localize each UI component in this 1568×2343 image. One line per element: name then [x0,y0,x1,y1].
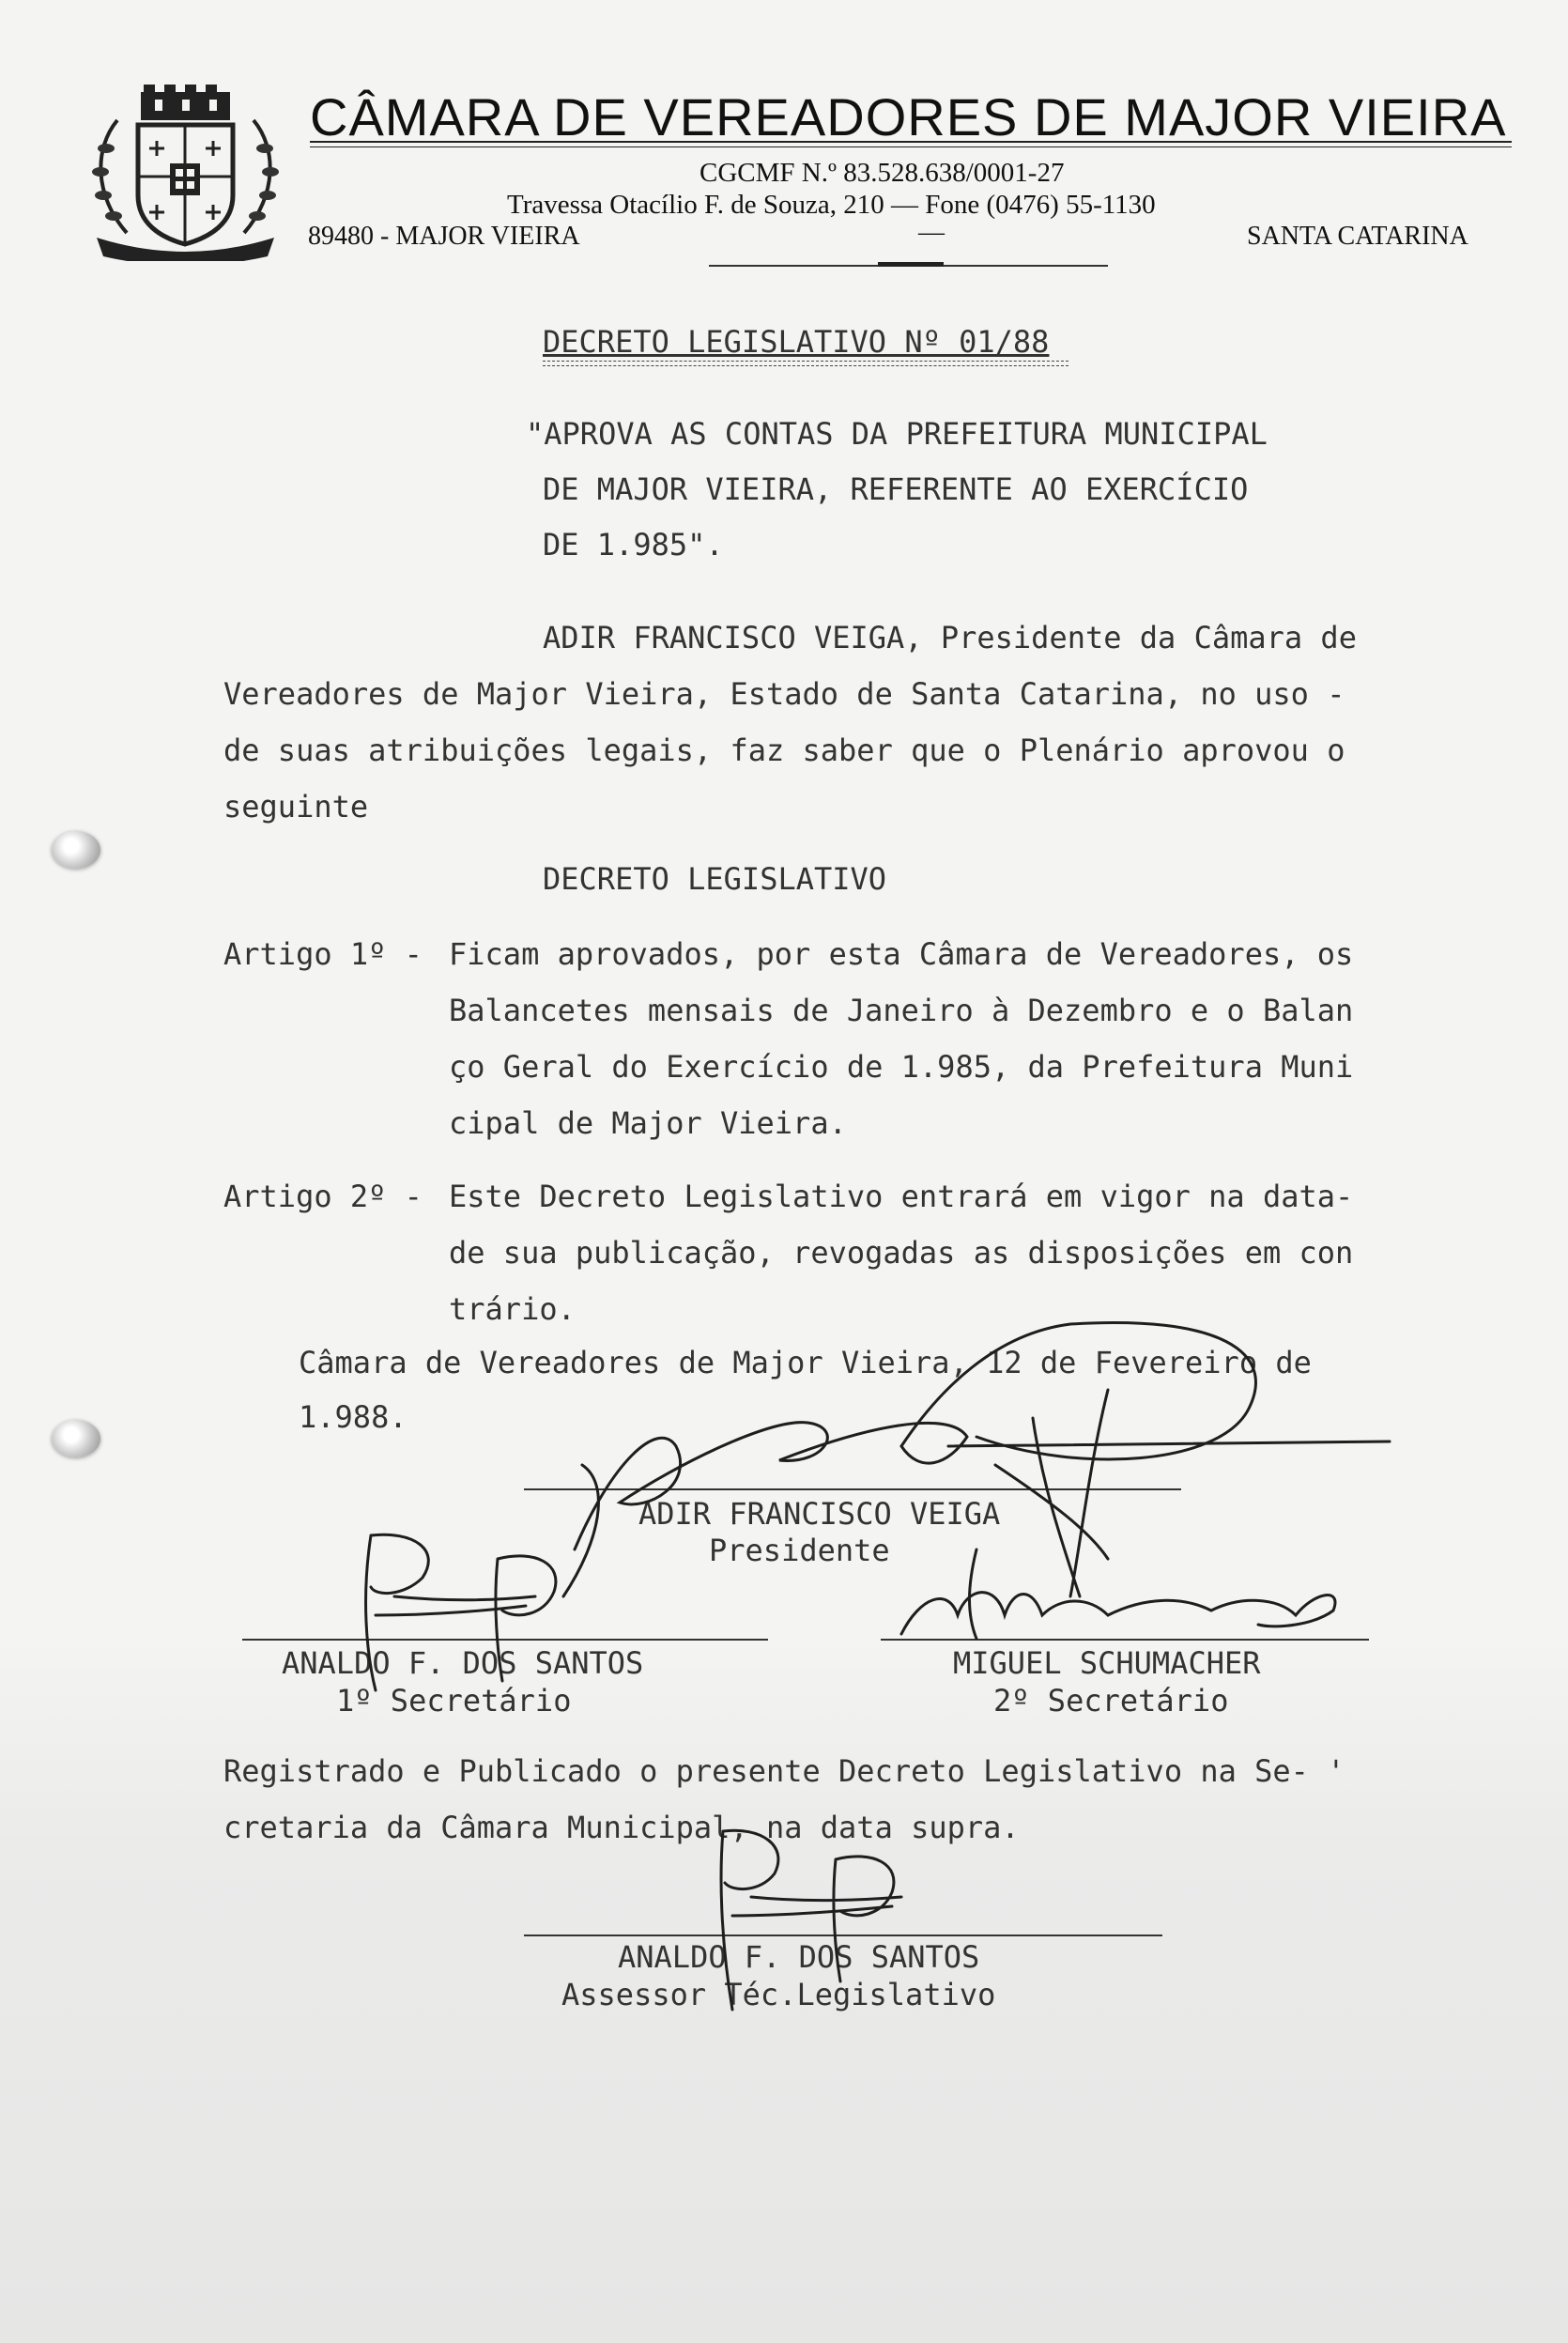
second-secretary-name: MIGUEL SCHUMACHER [953,1645,1261,1681]
date-line-year: 1.988. [299,1399,407,1435]
letterhead-separator: — [918,218,945,247]
letterhead-city: 89480 - MAJOR VIEIRA [308,222,580,251]
letterhead-state: SANTA CATARINA [1247,222,1468,251]
president-signature-stroke [563,1465,598,1596]
letterhead-cgc: CGCMF N.º 83.528.638/0001-27 [699,158,1065,188]
article-2-line: trário. [449,1291,576,1327]
preamble-line: ADIR FRANCISCO VEIGA, Presidente da Câmara de [543,620,1357,655]
summary-line: "APROVA AS CONTAS DA PREFEITURA MUNICIPAL [526,416,1268,452]
punch-hole-mark [52,1420,100,1457]
article-1-line: Balancetes mensais de Janeiro à Dezembro e o Balan [449,993,1354,1028]
registration-line: Registrado e Publicado o presente Decreto Legislativo na Se- ' [223,1753,1345,1789]
coat-of-arms-icon [89,83,282,261]
article-1-line: cipal de Major Vieira. [449,1105,847,1141]
article-2-line: de sua publicação, revogadas as disposições em con [449,1235,1354,1271]
president-name: ADIR FRANCISCO VEIGA [638,1496,1001,1532]
article-2-line: Este Decreto Legislativo entrará em vigor na data- [449,1179,1354,1214]
letterhead-rule-thin [310,146,1512,147]
second-secretary-role: 2º Secretário [993,1683,1229,1719]
article-1-line: Ficam aprovados, por esta Câmara de Vereadores, os [449,936,1354,972]
second-secretary-signature-line [881,1639,1369,1641]
assessor-name: ANALDO F. DOS SANTOS [618,1939,980,1975]
article-2-label: Artigo 2º - [223,1179,423,1214]
letterhead-rule [310,141,1512,143]
letterhead-address: Travessa Otacílio F. de Souza, 210 — Fone (0476) 55-1130 [507,190,1156,220]
date-line: Câmara de Vereadores de Major Vieira, 12 de Fevereiro de [299,1345,1312,1380]
preamble-line: de suas atribuições legais, faz saber que o Plenário aprovou o [223,732,1345,768]
punch-hole-mark [52,831,100,869]
decree-heading: DECRETO LEGISLATIVO [543,861,887,897]
assessor-role: Assessor Téc.Legislativo [561,1977,996,2012]
title-double-underline-2 [543,365,1068,366]
summary-line: DE 1.985". [543,527,724,563]
article-1-line: ço Geral do Exercício de 1.985, da Prefeitura Muni [449,1049,1354,1085]
decree-title: DECRETO LEGISLATIVO Nº 01/88 [543,324,1050,360]
assessor-signature-line [524,1935,1162,1936]
president-signature-line [524,1488,1181,1490]
preamble-line: seguinte [223,789,369,825]
article-1-label: Artigo 1º - [223,936,423,972]
summary-line: DE MAJOR VIEIRA, REFERENTE AO EXERCÍCIO [543,471,1249,507]
letterhead-title: CÂMARA DE VEREADORES DE MAJOR VIEIRA [310,87,1507,146]
president-role: Presidente [709,1533,890,1568]
title-double-underline [543,361,1068,362]
first-secretary-role: 1º Secretário [336,1683,572,1719]
letterhead-short-rule-accent [878,262,944,267]
first-secretary-signature-line [242,1639,768,1641]
first-secretary-name: ANALDO F. DOS SANTOS [282,1645,644,1681]
second-secretary-signature [901,1549,1335,1639]
preamble-line: Vereadores de Major Vieira, Estado de Santa Catarina, no uso - [223,676,1345,712]
registration-line: cretaria da Câmara Municipal, na data supra. [223,1810,1020,1845]
